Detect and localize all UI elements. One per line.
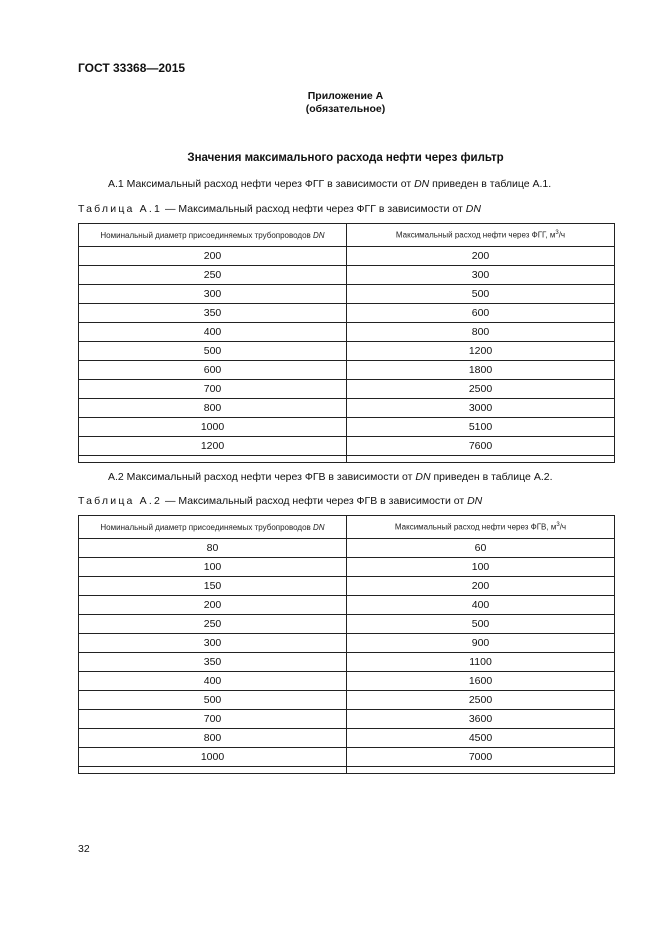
table-row xyxy=(79,304,615,323)
flow-rate-cell: 1100 xyxy=(347,653,615,672)
table-a2 xyxy=(78,515,615,774)
table-a1-col2-header: Максимальный расход нефти через ФГГ, $м^3/ч$ xyxy=(347,224,615,247)
table-row xyxy=(79,615,615,634)
table-a2-col2-header: Максимальный расход нефти через ФГВ, $м^3/ч$ xyxy=(347,516,615,539)
table-row xyxy=(79,266,615,285)
appendix-title: Приложение А xyxy=(307,90,384,102)
flow-rate-cell: 600 xyxy=(347,304,615,323)
diameter-cell: 500 xyxy=(79,691,347,710)
flow-rate-cell: 1600 xyxy=(347,672,615,691)
section-title: Значения максимального расхода нефти через фильтр xyxy=(187,152,504,164)
table-a2-col1-header: Номинальный диаметр присоединяемых трубопроводов DN xyxy=(79,516,347,539)
diameter-cell: 800 xyxy=(79,729,347,748)
diameter-cell: 800 xyxy=(79,399,347,418)
table-row xyxy=(79,577,615,596)
table-spacer-row xyxy=(79,456,615,463)
appendix-status: (обязательное) xyxy=(305,103,386,115)
diameter-cell: 250 xyxy=(79,266,347,285)
flow-rate-cell: 900 xyxy=(347,634,615,653)
diameter-cell: 500 xyxy=(79,342,347,361)
flow-rate-cell: 800 xyxy=(347,323,615,342)
table-row xyxy=(79,342,615,361)
table-row xyxy=(79,558,615,577)
paragraph-a2: А.2 Максимальный расход нефти через ФГВ в зависимости от DN приведен в таблице А.2. xyxy=(108,471,553,483)
flow-rate-cell: 500 xyxy=(347,615,615,634)
diameter-cell: 1000 xyxy=(79,748,347,767)
table-a1 xyxy=(78,223,615,463)
appendix-heading xyxy=(0,90,661,116)
document-id: ГОСТ 33368—2015 xyxy=(78,61,186,75)
diameter-cell: 100 xyxy=(79,558,347,577)
table-row xyxy=(79,361,615,380)
table-a1-caption: Таблица А.1 — Максимальный расход нефти через ФГГ в зависимости от DN xyxy=(78,203,481,215)
flow-rate-cell: 2500 xyxy=(347,691,615,710)
diameter-cell: 1200 xyxy=(79,437,347,456)
diameter-cell: 350 xyxy=(79,653,347,672)
flow-rate-cell: 4500 xyxy=(347,729,615,748)
table-row xyxy=(79,539,615,558)
flow-rate-cell: 7000 xyxy=(347,748,615,767)
table-row xyxy=(79,399,615,418)
table-row xyxy=(79,285,615,304)
diameter-cell: 300 xyxy=(79,285,347,304)
table-spacer-row xyxy=(79,767,615,774)
table-row xyxy=(79,672,615,691)
flow-rate-cell: 200 xyxy=(347,577,615,596)
table-header-row xyxy=(79,224,615,247)
table-row xyxy=(79,748,615,767)
diameter-cell: 1000 xyxy=(79,418,347,437)
table-a1-col1-header: Номинальный диаметр присоединяемых трубопроводов DN xyxy=(79,224,347,247)
table-row xyxy=(79,710,615,729)
table-a1-caption-label: Таблица А.1 xyxy=(78,203,163,215)
flow-rate-cell: 1800 xyxy=(347,361,615,380)
flow-rate-cell: 300 xyxy=(347,266,615,285)
diameter-cell: 200 xyxy=(79,596,347,615)
table-row xyxy=(79,437,615,456)
table-row xyxy=(79,729,615,748)
table-a2-caption-label: Таблица А.2 xyxy=(78,495,163,507)
table-row xyxy=(79,247,615,266)
table-a2-caption: Таблица А.2 — Максимальный расход нефти через ФГВ в зависимости от DN xyxy=(78,495,483,507)
table-row xyxy=(79,418,615,437)
flow-rate-cell: 3000 xyxy=(347,399,615,418)
flow-rate-cell: 100 xyxy=(347,558,615,577)
diameter-cell: 300 xyxy=(79,634,347,653)
flow-rate-cell: 5100 xyxy=(347,418,615,437)
flow-rate-cell: 400 xyxy=(347,596,615,615)
diameter-cell: 200 xyxy=(79,247,347,266)
flow-rate-cell: 2500 xyxy=(347,380,615,399)
diameter-cell: 80 xyxy=(79,539,347,558)
diameter-cell: 700 xyxy=(79,710,347,729)
flow-rate-cell: 500 xyxy=(347,285,615,304)
flow-rate-cell: 60 xyxy=(347,539,615,558)
flow-rate-cell: 200 xyxy=(347,247,615,266)
table-row xyxy=(79,380,615,399)
table-row xyxy=(79,596,615,615)
diameter-cell: 600 xyxy=(79,361,347,380)
diameter-cell: 250 xyxy=(79,615,347,634)
flow-rate-cell: 7600 xyxy=(347,437,615,456)
table-row xyxy=(79,691,615,710)
page-number: 32 xyxy=(78,843,90,855)
table-row xyxy=(79,323,615,342)
diameter-cell: 350 xyxy=(79,304,347,323)
table-header-row xyxy=(79,516,615,539)
table-row xyxy=(79,634,615,653)
flow-rate-cell: 3600 xyxy=(347,710,615,729)
table-row xyxy=(79,653,615,672)
paragraph-a1: А.1 Максимальный расход нефти через ФГГ в зависимости от DN приведен в таблице А.1. xyxy=(108,178,552,190)
diameter-cell: 150 xyxy=(79,577,347,596)
diameter-cell: 400 xyxy=(79,323,347,342)
flow-rate-cell: 1200 xyxy=(347,342,615,361)
diameter-cell: 700 xyxy=(79,380,347,399)
diameter-cell: 400 xyxy=(79,672,347,691)
